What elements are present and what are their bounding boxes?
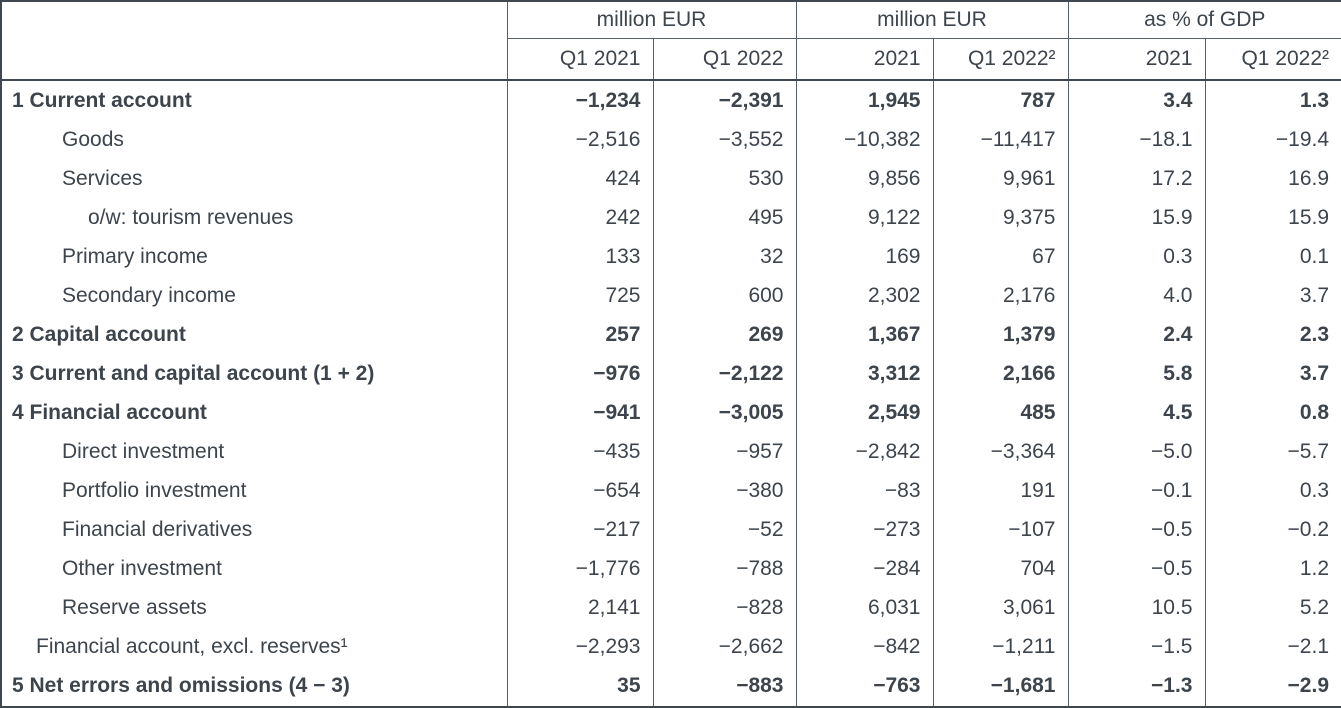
- cell-value: 0.8: [1205, 393, 1341, 432]
- row-label: o/w: tourism revenues: [88, 205, 294, 229]
- cell-value: −273: [796, 511, 933, 550]
- cell-value: 191: [933, 471, 1068, 510]
- cell-value: 133: [507, 237, 653, 276]
- cell-value: 530: [653, 159, 796, 198]
- cell-value: 4.0: [1068, 276, 1205, 315]
- row-label: 3 Current and capital account (1 + 2): [12, 361, 375, 385]
- cell-value: 9,122: [796, 198, 933, 237]
- cell-value: −0.5: [1068, 550, 1205, 589]
- cell-value: −380: [653, 471, 796, 510]
- cell-value: 67: [933, 237, 1068, 276]
- cell-value: 16.9: [1205, 159, 1341, 198]
- cell-value: 2,141: [507, 589, 653, 628]
- row-label: Portfolio investment: [62, 479, 247, 502]
- cell-value: −19.4: [1205, 120, 1341, 159]
- cell-value: −1,776: [507, 550, 653, 589]
- cell-value: −1,211: [933, 628, 1068, 667]
- cell-value: 1.3: [1205, 80, 1341, 120]
- cell-value: 17.2: [1068, 159, 1205, 198]
- column-header-q1-2022-pct-fn: Q1 2022²: [1205, 39, 1341, 81]
- cell-value: 424: [507, 159, 653, 198]
- column-header-q1-2022: Q1 2022: [653, 39, 796, 81]
- cell-value: 269: [653, 315, 796, 354]
- cell-value: −3,005: [653, 393, 796, 432]
- row-label: Reserve assets: [62, 596, 207, 620]
- cell-value: 9,856: [796, 159, 933, 198]
- cell-value: 9,961: [933, 159, 1068, 198]
- row-label: Services: [62, 166, 143, 190]
- table-row: [1, 237, 1341, 276]
- row-label: Secondary income: [62, 283, 236, 307]
- table-row: [1, 471, 1341, 510]
- cell-value: 4.5: [1068, 393, 1205, 432]
- cell-value: 2,176: [933, 276, 1068, 315]
- cell-value: −883: [653, 667, 796, 707]
- cell-value: 3,061: [933, 589, 1068, 628]
- cell-value: 704: [933, 550, 1068, 589]
- cell-value: −2,293: [507, 628, 653, 667]
- cell-value: −1,681: [933, 667, 1068, 707]
- cell-value: −976: [507, 354, 653, 393]
- cell-value: −763: [796, 667, 933, 707]
- row-label: Financial account, excl. reserves¹: [36, 635, 348, 659]
- cell-value: 257: [507, 315, 653, 354]
- column-group-header-million-eur-quarterly: million EUR: [507, 1, 796, 39]
- cell-value: 2,302: [796, 276, 933, 315]
- cell-value: 787: [933, 80, 1068, 120]
- row-label: Goods: [62, 127, 124, 151]
- cell-value: −284: [796, 550, 933, 589]
- cell-value: 485: [933, 393, 1068, 432]
- cell-value: 2,166: [933, 354, 1068, 393]
- row-label: 5 Net errors and omissions (4 − 3): [12, 674, 350, 698]
- table-row: [1, 159, 1341, 198]
- table-row: [1, 589, 1341, 628]
- column-group-header-percent-gdp: as % of GDP: [1068, 1, 1341, 39]
- cell-value: −10,382: [796, 120, 933, 159]
- row-label: Other investment: [62, 557, 222, 581]
- cell-value: −52: [653, 511, 796, 550]
- table-row: [1, 550, 1341, 589]
- cell-value: −3,364: [933, 432, 1068, 471]
- cell-value: 3.4: [1068, 80, 1205, 120]
- column-header-2021-pct: 2021: [1068, 39, 1205, 81]
- cell-value: −1,234: [507, 80, 653, 120]
- cell-value: −2,391: [653, 80, 796, 120]
- cell-value: 10.5: [1068, 589, 1205, 628]
- row-label: 4 Financial account: [12, 400, 207, 424]
- cell-value: −957: [653, 432, 796, 471]
- cell-value: −0.1: [1068, 471, 1205, 510]
- cell-value: −107: [933, 511, 1068, 550]
- cell-value: 0.3: [1205, 471, 1341, 510]
- cell-value: −2,122: [653, 354, 796, 393]
- cell-value: −435: [507, 432, 653, 471]
- column-header-q1-2022-fn: Q1 2022²: [933, 39, 1068, 81]
- row-label: 1 Current account: [12, 88, 192, 112]
- table-row: [1, 276, 1341, 315]
- cell-value: 0.1: [1205, 237, 1341, 276]
- cell-value: 600: [653, 276, 796, 315]
- cell-value: 3,312: [796, 354, 933, 393]
- cell-value: 2,549: [796, 393, 933, 432]
- table-row: [1, 80, 1341, 120]
- cell-value: −0.5: [1068, 511, 1205, 550]
- cell-value: 1,379: [933, 315, 1068, 354]
- cell-value: 9,375: [933, 198, 1068, 237]
- cell-value: −83: [796, 471, 933, 510]
- table-row: [1, 120, 1341, 159]
- table-row: [1, 393, 1341, 432]
- table-row: [1, 432, 1341, 471]
- cell-value: 5.8: [1068, 354, 1205, 393]
- cell-value: 3.7: [1205, 354, 1341, 393]
- table-row: [1, 511, 1341, 550]
- cell-value: 15.9: [1068, 198, 1205, 237]
- cell-value: 3.7: [1205, 276, 1341, 315]
- cell-value: −5.0: [1068, 432, 1205, 471]
- cell-value: −11,417: [933, 120, 1068, 159]
- cell-value: −0.2: [1205, 511, 1341, 550]
- table-row: [1, 198, 1341, 237]
- cell-value: 1,945: [796, 80, 933, 120]
- group-header-row: [1, 1, 1341, 39]
- cell-value: −2.9: [1205, 667, 1341, 707]
- table-body: [1, 80, 1341, 707]
- cell-value: −2,842: [796, 432, 933, 471]
- cell-value: −2.1: [1205, 628, 1341, 667]
- row-label: Financial derivatives: [62, 518, 253, 542]
- cell-value: −1.3: [1068, 667, 1205, 707]
- row-label: 2 Capital account: [12, 322, 186, 346]
- cell-value: −1.5: [1068, 628, 1205, 667]
- column-header-2021: 2021: [796, 39, 933, 81]
- cell-value: 2.4: [1068, 315, 1205, 354]
- cell-value: 2.3: [1205, 315, 1341, 354]
- cell-value: −941: [507, 393, 653, 432]
- cell-value: −654: [507, 471, 653, 510]
- cell-value: −842: [796, 628, 933, 667]
- table-corner-cell: [1, 1, 507, 80]
- table-row: [1, 667, 1341, 707]
- cell-value: 1,367: [796, 315, 933, 354]
- cell-value: 0.3: [1068, 237, 1205, 276]
- cell-value: 32: [653, 237, 796, 276]
- cell-value: 1.2: [1205, 550, 1341, 589]
- cell-value: −3,552: [653, 120, 796, 159]
- cell-value: 15.9: [1205, 198, 1341, 237]
- cell-value: 725: [507, 276, 653, 315]
- row-label: Direct investment: [62, 439, 225, 463]
- cell-value: −788: [653, 550, 796, 589]
- cell-value: 6,031: [796, 589, 933, 628]
- cell-value: −828: [653, 589, 796, 628]
- table-row: [1, 354, 1341, 393]
- cell-value: −2,662: [653, 628, 796, 667]
- row-label: Primary income: [62, 244, 208, 268]
- table-row: [1, 315, 1341, 354]
- column-group-header-million-eur-annual: million EUR: [796, 1, 1068, 39]
- cell-value: 35: [507, 667, 653, 707]
- cell-value: 495: [653, 198, 796, 237]
- column-header-q1-2021: Q1 2021: [507, 39, 653, 81]
- cell-value: −5.7: [1205, 432, 1341, 471]
- cell-value: −18.1: [1068, 120, 1205, 159]
- table-row: [1, 628, 1341, 667]
- cell-value: −217: [507, 511, 653, 550]
- cell-value: 169: [796, 237, 933, 276]
- cell-value: 5.2: [1205, 589, 1341, 628]
- cell-value: −2,516: [507, 120, 653, 159]
- cell-value: 242: [507, 198, 653, 237]
